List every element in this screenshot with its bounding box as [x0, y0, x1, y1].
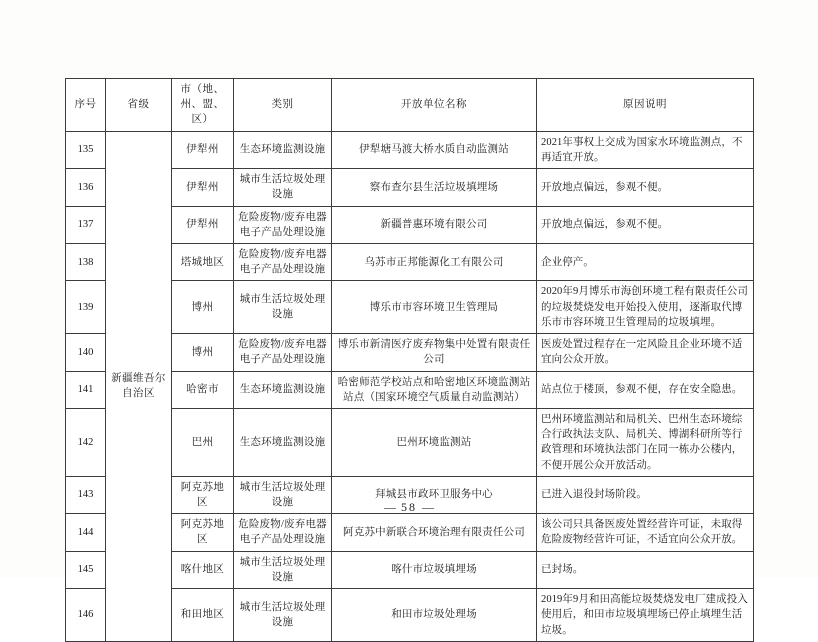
cell-seq: 136 [66, 169, 106, 206]
cell-seq: 135 [66, 131, 106, 168]
cell-seq: 140 [66, 334, 106, 371]
cell-seq: 144 [66, 514, 106, 551]
cell-unit: 巴州环境监测站 [332, 408, 537, 476]
header-reason: 原因说明 [537, 79, 754, 132]
cell-city: 和田地区 [172, 589, 234, 642]
cell-city: 阿克苏地区 [172, 514, 234, 551]
cell-reason: 已封场。 [537, 551, 754, 588]
cell-category: 生态环境监测设施 [234, 131, 332, 168]
cell-reason: 开放地点偏远，参观不便。 [537, 169, 754, 206]
cell-reason: 该公司只具备医废处置经营许可证，未取得危险废物经营许可证，不适宜向公众开放。 [537, 514, 754, 551]
cell-unit: 哈密师范学校站点和哈密地区环境监测站站点（国家环境空气质量自动监测站） [332, 371, 537, 408]
cell-seq: 139 [66, 281, 106, 334]
cell-unit: 乌苏市正邦能源化工有限公司 [332, 243, 537, 280]
open-facilities-table [65, 78, 754, 642]
cell-unit: 察布查尔县生活垃圾填埋场 [332, 169, 537, 206]
cell-province-group: 新疆维吾尔自治区 [106, 131, 172, 641]
cell-seq: 141 [66, 371, 106, 408]
cell-unit: 喀什市垃圾填埋场 [332, 551, 537, 588]
header-unit-name: 开放单位名称 [332, 79, 537, 132]
cell-seq: 146 [66, 589, 106, 642]
cell-category: 危险废物/废弃电器电子产品处理设施 [234, 334, 332, 371]
cell-reason: 站点位于楼顶，参观不便，存在安全隐患。 [537, 371, 754, 408]
cell-reason: 已进入退役封场阶段。 [537, 476, 754, 513]
cell-category: 危险废物/废弃电器电子产品处理设施 [234, 243, 332, 280]
cell-seq: 138 [66, 243, 106, 280]
cell-unit: 拜城县市政环卫服务中心 [332, 476, 537, 513]
cell-category: 危险废物/废弃电器电子产品处理设施 [234, 514, 332, 551]
cell-city: 阿克苏地区 [172, 476, 234, 513]
cell-reason: 2021年事权上交成为国家水环境监测点，不再适宜开放。 [537, 131, 754, 168]
header-province: 省级 [106, 79, 172, 132]
cell-category: 城市生活垃圾处理设施 [234, 476, 332, 513]
table-header [66, 79, 754, 132]
cell-category: 危险废物/废弃电器电子产品处理设施 [234, 206, 332, 243]
page-footer [0, 500, 818, 515]
table-row [66, 131, 754, 168]
cell-reason: 2019年9月和田高能垃圾焚烧发电厂建成投入使用后，和田市垃圾填埋场已停止填埋生活垃圾。 [537, 589, 754, 642]
cell-reason: 医废处置过程存在一定风险且企业环境不适宜向公众开放。 [537, 334, 754, 371]
cell-city: 塔城地区 [172, 243, 234, 280]
cell-category: 生态环境监测设施 [234, 408, 332, 476]
header-seq: 序号 [66, 79, 106, 132]
table-container [65, 78, 753, 642]
cell-unit: 新疆普惠环境有限公司 [332, 206, 537, 243]
cell-unit: 阿克苏中新联合环境治理有限责任公司 [332, 514, 537, 551]
cell-city: 伊犁州 [172, 206, 234, 243]
table-body [66, 131, 754, 641]
cell-unit: 和田市垃圾处理场 [332, 589, 537, 642]
cell-seq: 142 [66, 408, 106, 476]
header-row [66, 79, 754, 132]
cell-reason: 企业停产。 [537, 243, 754, 280]
cell-category: 城市生活垃圾处理设施 [234, 589, 332, 642]
cell-city: 伊犁州 [172, 131, 234, 168]
footer-dash-left: — [384, 500, 396, 514]
cell-category: 城市生活垃圾处理设施 [234, 281, 332, 334]
cell-unit: 博乐市市容环境卫生管理局 [332, 281, 537, 334]
header-city: 市（地、州、盟、区） [172, 79, 234, 132]
header-category: 类别 [234, 79, 332, 132]
cell-city: 喀什地区 [172, 551, 234, 588]
cell-city: 巴州 [172, 408, 234, 476]
cell-reason: 巴州环境监测站和局机关、巴州生态环境综合行政执法支队、局机关、博湖科研所等行政管理和环境执法部门在同一栋办公楼内，不便开展公众开放活动。 [537, 408, 754, 476]
cell-category: 城市生活垃圾处理设施 [234, 169, 332, 206]
cell-reason: 开放地点偏远，参观不便。 [537, 206, 754, 243]
cell-city: 博州 [172, 334, 234, 371]
cell-unit: 伊犁塘马渡大桥水质自动监测站 [332, 131, 537, 168]
cell-city: 哈密市 [172, 371, 234, 408]
cell-seq: 143 [66, 476, 106, 513]
cell-city: 伊犁州 [172, 169, 234, 206]
cell-category: 生态环境监测设施 [234, 371, 332, 408]
cell-reason: 2020年9月博乐市海创环境工程有限责任公司的垃圾焚烧发电开始投入使用，逐渐取代博乐市市容环境卫生管理局的垃圾填埋。 [537, 281, 754, 334]
cell-category: 城市生活垃圾处理设施 [234, 551, 332, 588]
page-number: 58 [401, 500, 417, 514]
cell-seq: 137 [66, 206, 106, 243]
cell-unit: 博乐市新清医疗废弃物集中处置有限责任公司 [332, 334, 537, 371]
footer-dash-right: — [422, 500, 434, 514]
cell-city: 博州 [172, 281, 234, 334]
cell-seq: 145 [66, 551, 106, 588]
